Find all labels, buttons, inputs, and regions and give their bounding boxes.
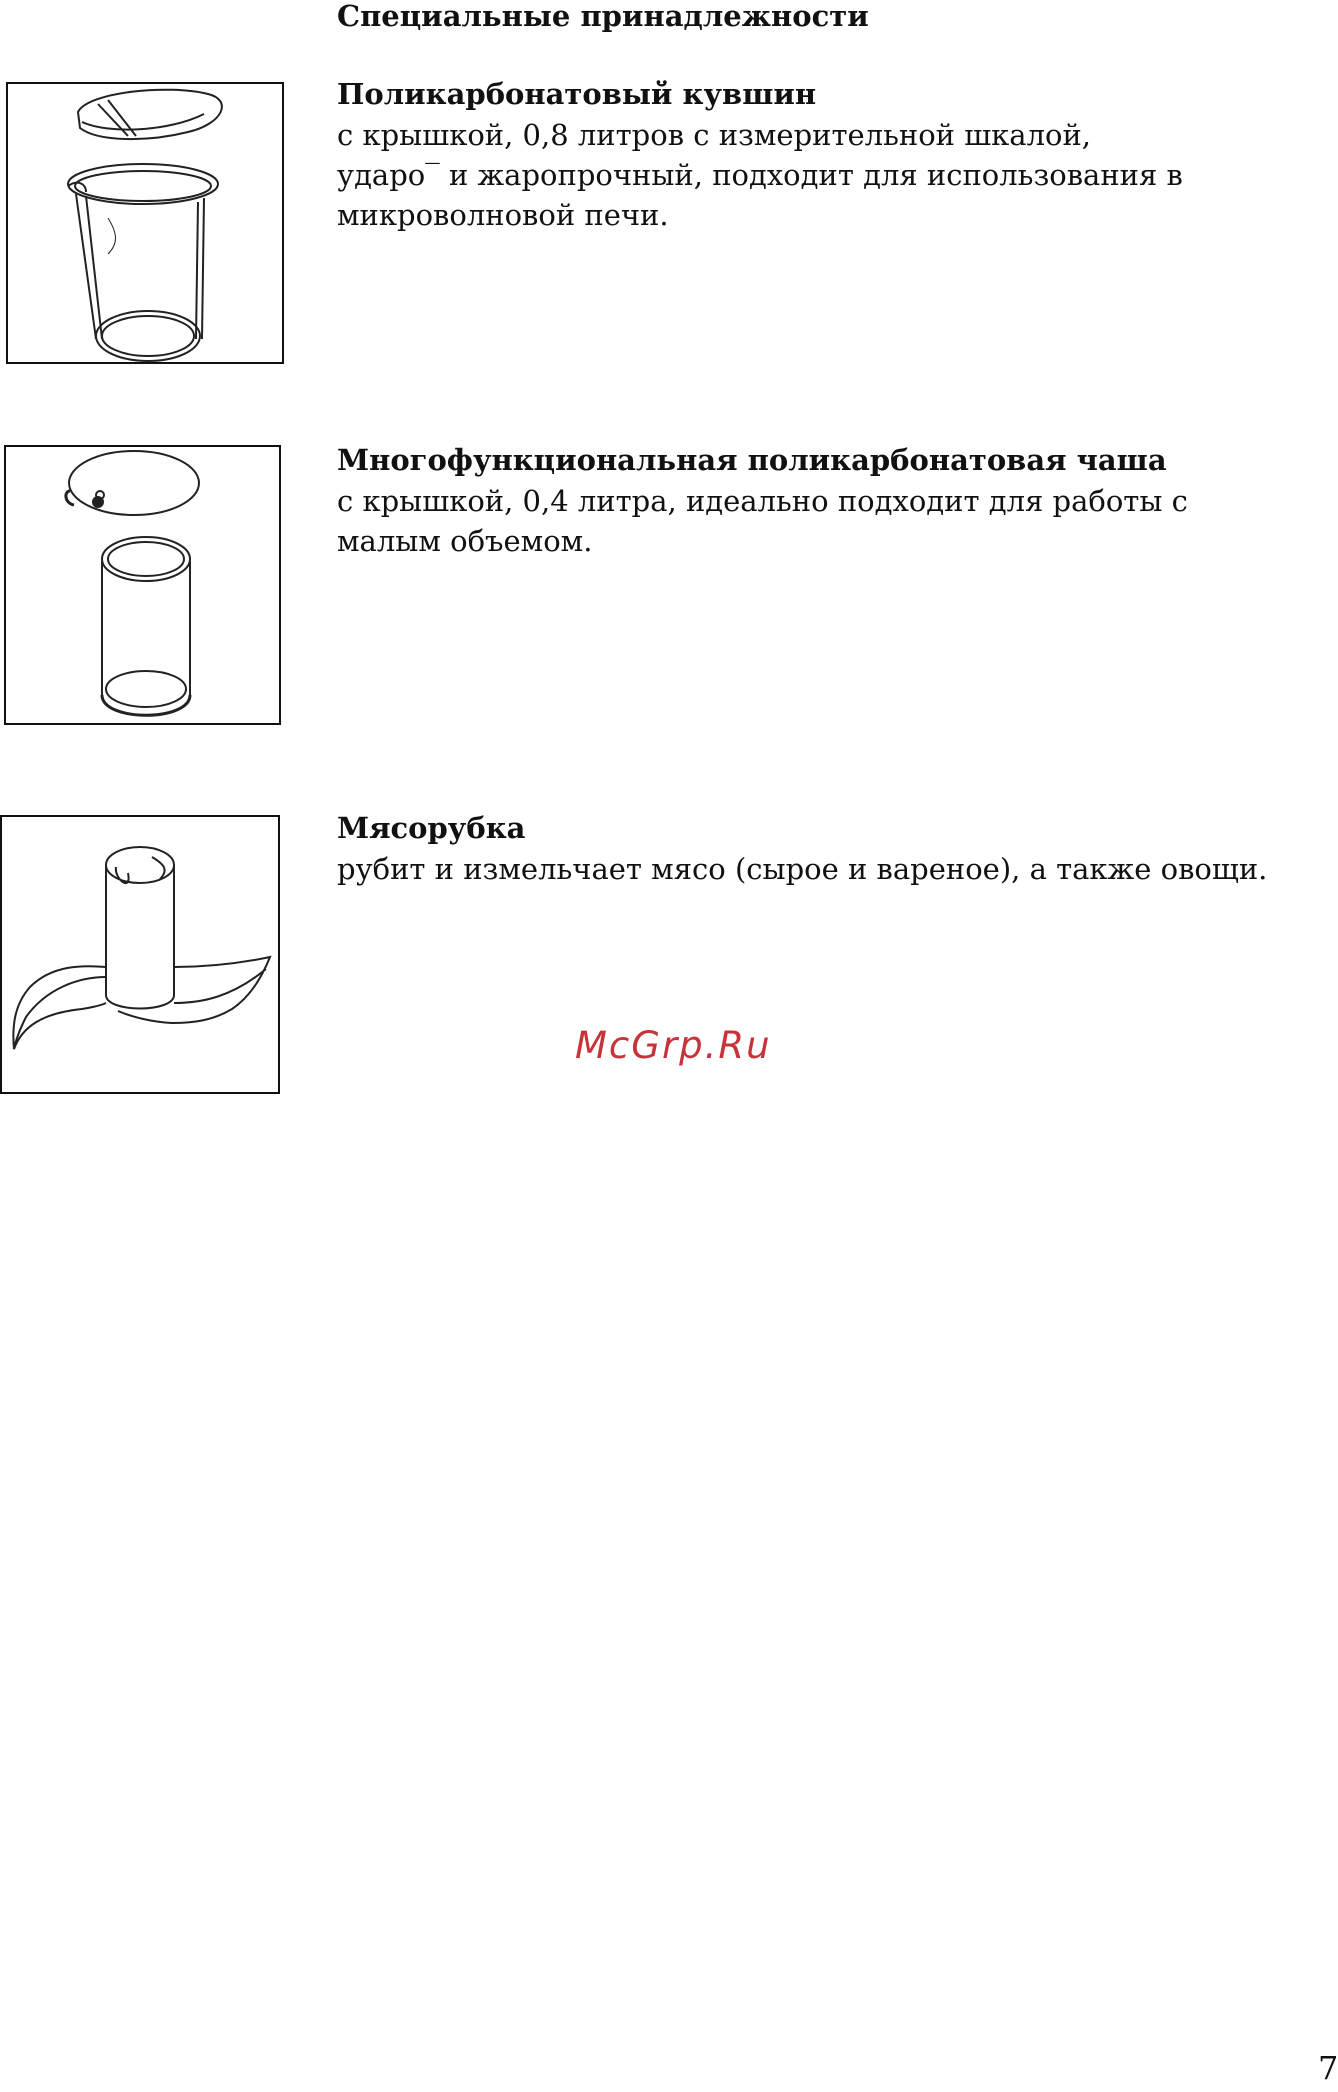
item-title-jug: Поликарбонатовый кувшин xyxy=(337,77,817,111)
bowl-illustration xyxy=(4,445,281,725)
jug-with-lid-icon xyxy=(8,84,286,366)
item-title-blade: Мясорубка xyxy=(337,811,526,845)
item-description-jug: с крышкой, 0,8 литров с измерительной шкалой, ударо‾ и жаропрочный, подходит для использования в микроволновой печи. xyxy=(337,118,1183,232)
page-number: 7 xyxy=(1318,2049,1338,2087)
watermark-text: McGrp.Ru xyxy=(575,1024,772,1067)
jug-illustration xyxy=(6,82,284,364)
section-heading: Специальные принадлежности xyxy=(337,0,869,33)
blade-illustration xyxy=(0,815,280,1094)
item-description-blade: рубит и измельчает мясо (сырое и вареное), а также овощи. xyxy=(337,852,1268,886)
chopping-blade-icon xyxy=(2,817,282,1096)
item-description-bowl: с крышкой, 0,4 литра, идеально подходит для работы с малым объемом. xyxy=(337,484,1188,558)
bowl-with-lid-icon xyxy=(6,447,283,727)
item-title-bowl: Многофункциональная поликарбонатовая чаша xyxy=(337,443,1167,477)
